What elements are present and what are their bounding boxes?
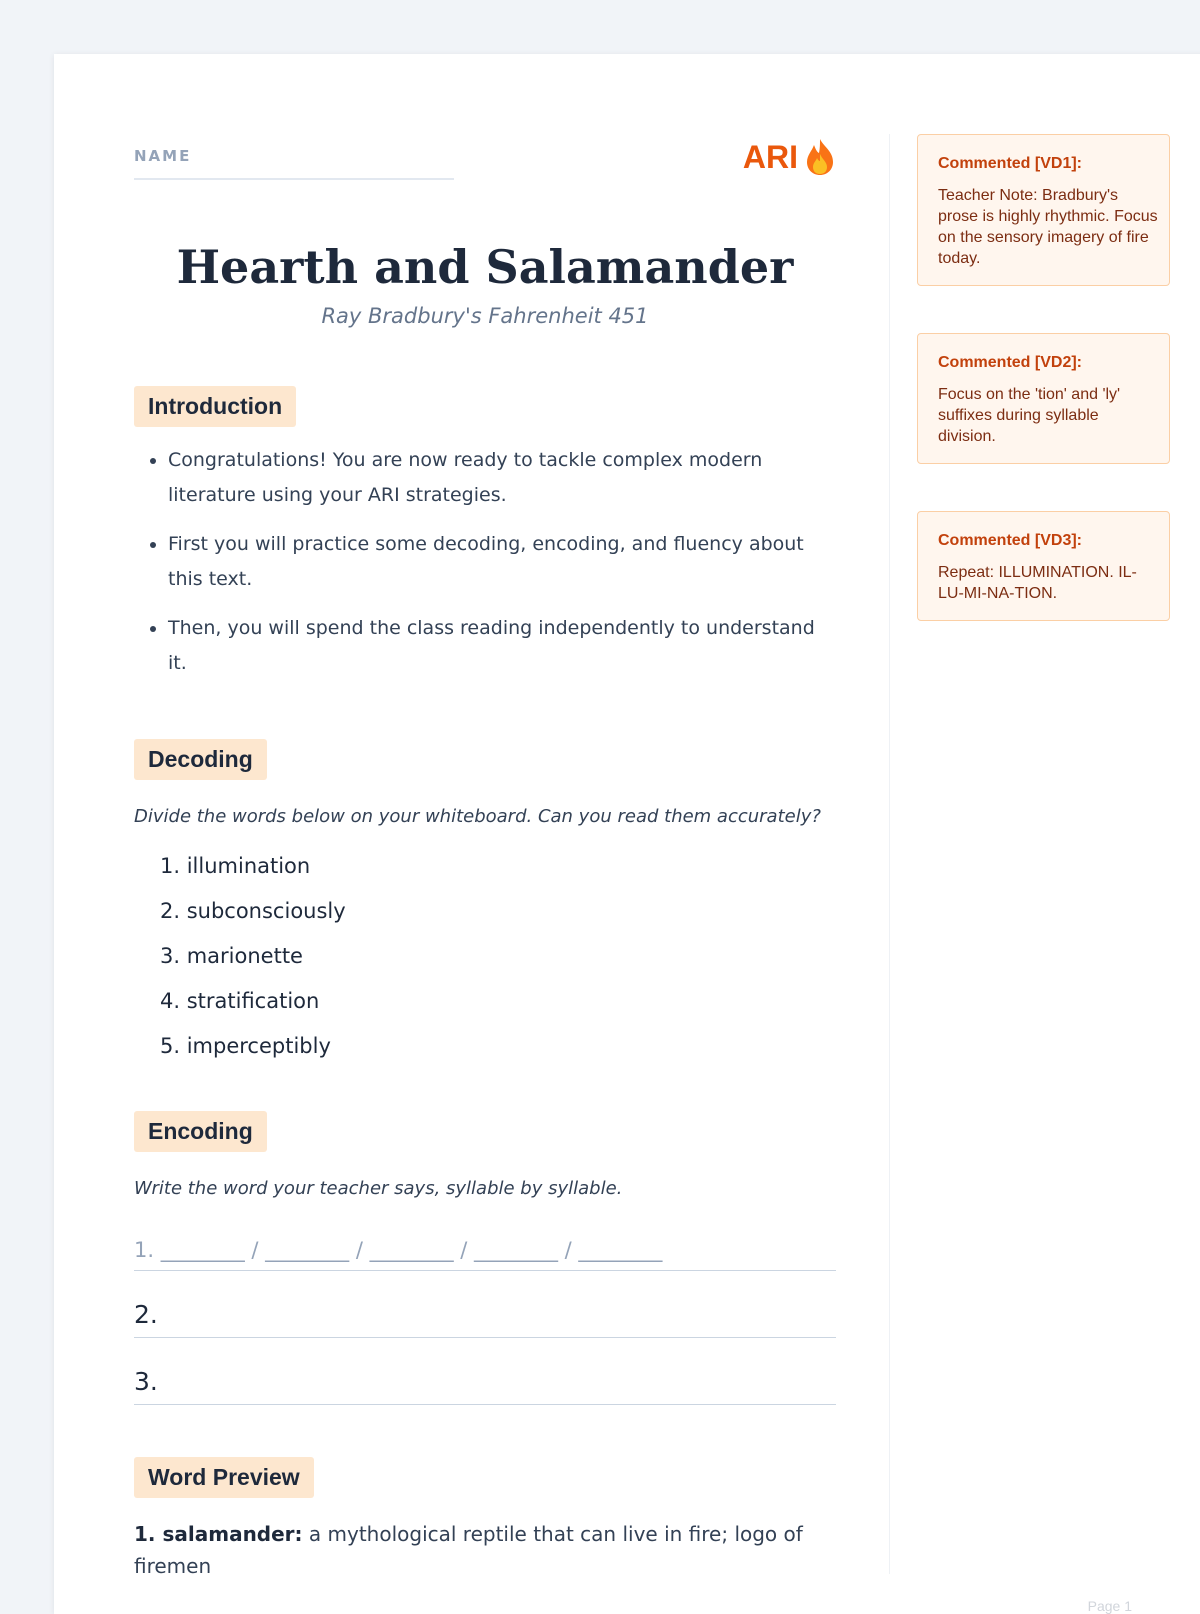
worksheet-header bbox=[134, 134, 836, 184]
comment-card[interactable] bbox=[917, 511, 1170, 621]
comment-divider bbox=[889, 134, 890, 1574]
encoding-line-3[interactable] bbox=[134, 1354, 836, 1405]
comment-title: Commented [VD1]: bbox=[938, 155, 1083, 172]
list-item: 5. imperceptibly bbox=[160, 1034, 331, 1058]
comment-title: Commented [VD3]: bbox=[938, 532, 1083, 549]
list-item: 3. marionette bbox=[160, 944, 303, 968]
comment-body: Repeat: ILLUMINATION. IL-LU-MI-NA-TION. bbox=[938, 564, 1137, 602]
encoding-line-2[interactable] bbox=[134, 1287, 836, 1338]
decoding-heading: Decoding bbox=[134, 739, 267, 780]
decoding-word-list bbox=[134, 844, 836, 1069]
encoding-line-label: 2. bbox=[134, 1300, 158, 1329]
word-preview-item bbox=[134, 1518, 836, 1582]
encoding-line-label: 1. ________ / ________ / ________ / ________ / ________ bbox=[134, 1238, 663, 1262]
name-label: NAME bbox=[134, 147, 192, 165]
logo-text: ARI bbox=[742, 138, 798, 175]
comment-body: Focus on the 'tion' and 'ly' suffixes during syllable division. bbox=[938, 386, 1121, 445]
list-item: • Congratulations! You are now ready to tackle complex modern literature using your ARI strategies. bbox=[168, 443, 836, 513]
encoding-line-label: 3. bbox=[134, 1367, 158, 1396]
encoding-instruction: Write the word your teacher says, syllable by syllable. bbox=[134, 1178, 623, 1199]
encoding-line-1[interactable] bbox=[134, 1220, 836, 1271]
list-item: • First you will practice some decoding, encoding, and fluency about this text. bbox=[168, 527, 836, 597]
preview-term: 1. salamander: bbox=[134, 1522, 303, 1546]
preview-definition: a mythological reptile that can live in fire; logo of firemen bbox=[134, 1522, 803, 1578]
comment-body: Teacher Note: Bradbury's prose is highly rhythmic. Focus on the sensory imagery of fire today. bbox=[938, 187, 1158, 267]
encoding-heading: Encoding bbox=[134, 1111, 267, 1152]
introduction-heading: Introduction bbox=[134, 386, 296, 427]
worksheet-title: Hearth and Salamander bbox=[176, 240, 794, 294]
worksheet-subtitle: Ray Bradbury's Fahrenheit 451 bbox=[321, 304, 649, 328]
list-item: • Then, you will spend the class reading independently to understand it. bbox=[168, 611, 836, 681]
comment-card[interactable] bbox=[917, 333, 1170, 464]
flame-icon bbox=[804, 138, 836, 176]
list-item: 2. subconsciously bbox=[160, 899, 346, 923]
ari-logo bbox=[743, 138, 836, 176]
list-item: 1. illumination bbox=[160, 854, 311, 878]
word-preview-heading: Word Preview bbox=[134, 1457, 314, 1498]
document-page bbox=[54, 54, 1200, 1614]
list-item: 4. stratification bbox=[160, 989, 320, 1013]
introduction-list bbox=[134, 443, 836, 681]
name-field[interactable] bbox=[134, 146, 454, 180]
document-body bbox=[134, 134, 836, 1582]
decoding-instruction: Divide the words below on your whiteboard. Can you read them accurately? bbox=[134, 806, 821, 827]
comment-card[interactable] bbox=[917, 134, 1170, 286]
comment-title: Commented [VD2]: bbox=[938, 354, 1083, 371]
page-number: Page 1 bbox=[1087, 1598, 1132, 1614]
